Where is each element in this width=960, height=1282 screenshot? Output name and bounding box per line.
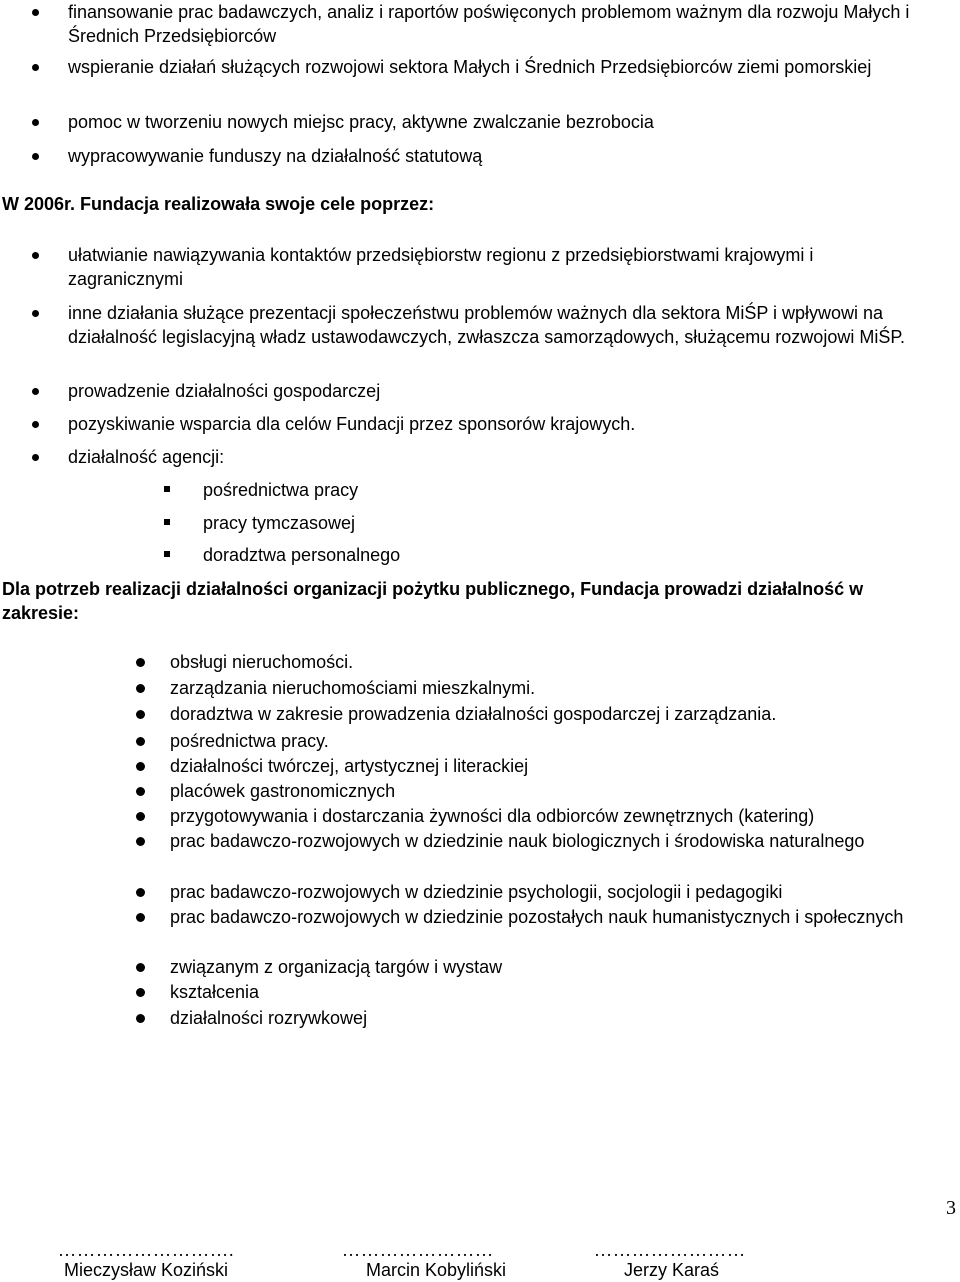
bullet-icon <box>32 119 39 126</box>
bullet-icon <box>136 737 145 746</box>
bullet-icon <box>136 837 145 846</box>
square-bullet-icon <box>164 486 170 492</box>
bullet-icon <box>32 9 39 16</box>
bullet-icon <box>136 812 145 821</box>
square-bullet-icon <box>164 551 170 557</box>
bullet-icon <box>32 388 39 395</box>
bullet-icon <box>136 762 145 771</box>
bullet-icon <box>32 64 39 71</box>
bullet-icon <box>136 710 145 719</box>
bullet-icon <box>32 153 39 160</box>
bullet-icon <box>136 988 145 997</box>
bullet-icon <box>136 1014 145 1023</box>
square-bullet-icon <box>164 519 170 525</box>
signature-line: ………………………. <box>58 1240 235 1260</box>
bullet-icon <box>136 913 145 922</box>
signature-line: …………………… <box>342 1240 494 1260</box>
bullet-icon <box>32 454 39 461</box>
bullet-icon <box>136 658 145 667</box>
bullet-icon <box>32 252 39 259</box>
bullet-icon <box>136 888 145 897</box>
section-heading: Dla potrzeb realizacji działalności organizacji pożytku publicznego, Fundacja prowadzi działalność w zakresie: <box>2 579 864 623</box>
bullet-icon <box>32 310 39 317</box>
section-heading: W 2006r. Fundacja realizowała swoje cele poprzez: <box>2 194 435 214</box>
bullet-icon <box>32 421 39 428</box>
bullet-icon <box>136 684 145 693</box>
signatory-name: Marcin Kobyliński <box>366 1260 507 1280</box>
signature-line: …………………… <box>594 1240 746 1260</box>
bullet-icon <box>136 787 145 796</box>
signatory-name: Jerzy Karaś <box>624 1260 720 1280</box>
signatory-name: Mieczysław Koziński <box>64 1260 229 1280</box>
bullet-icon <box>136 963 145 972</box>
page-number: 3 <box>946 1197 956 1219</box>
